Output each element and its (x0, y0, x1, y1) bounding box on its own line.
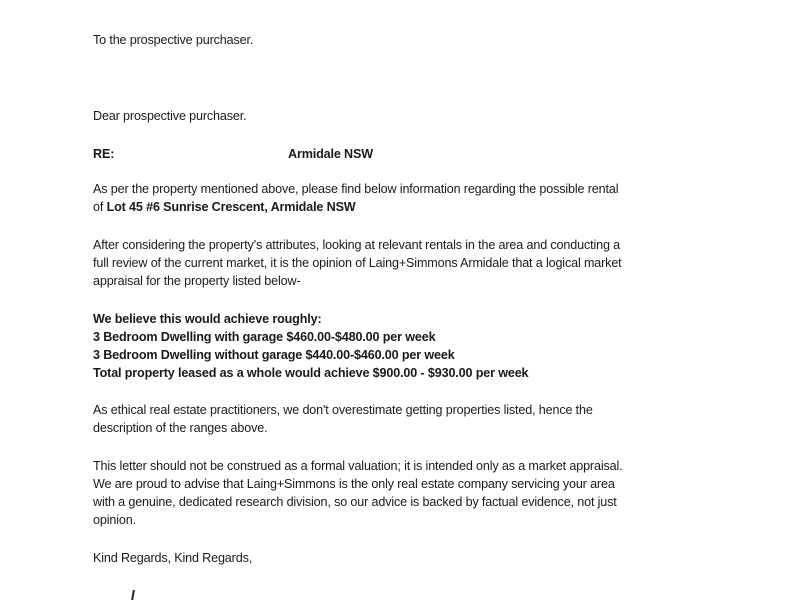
closing: Kind Regards, Kind Regards, (93, 551, 253, 565)
appraisal-item: 3 Bedroom Dwelling without garage $440.00-$460.00 per week (93, 348, 455, 362)
disclaimer-line-2: We are proud to advise that Laing+Simmons is the only real estate company servicing your area (93, 477, 615, 491)
appraisal-heading: We believe this would achieve roughly: (93, 312, 322, 326)
appraisal-item: 3 Bedroom Dwelling with garage $460.00-$480.00 per week (93, 330, 436, 344)
considering-line-1: After considering the property's attributes, looking at relevant rentals in the area and conducting a (93, 238, 621, 252)
disclaimer-line-3: with a genuine, dedicated research division, so our advice is backed by factual evidence, not just (93, 495, 617, 509)
re-label: RE: (93, 147, 115, 161)
signature-stroke (131, 590, 139, 600)
intro-line-1: As per the property mentioned above, please find below information regarding the possible rental (93, 182, 619, 196)
disclaimer-line-4: opinion. (93, 513, 136, 527)
salutation: Dear prospective purchaser. (93, 109, 247, 123)
intro-line-2 (93, 198, 356, 216)
ethical-line-1: As ethical real estate practitioners, we don't overestimate getting properties listed, hence the (93, 403, 593, 417)
property-address: Lot 45 #6 Sunrise Crescent, Armidale NSW (106, 200, 356, 214)
considering-line-2: full review of the current market, it is the opinion of Laing+Simmons Armidale that a logical market (93, 256, 622, 270)
considering-line-3: appraisal for the property listed below- (93, 274, 301, 288)
disclaimer-line-1: This letter should not be construed as a formal valuation; it is intended only as a market appraisal. (93, 459, 623, 473)
intro-prefix: of (93, 200, 107, 214)
appraisal-item: Total property leased as a whole would achieve $900.00 - $930.00 per week (93, 366, 529, 380)
addressee: To the prospective purchaser. (93, 33, 254, 47)
ethical-line-2: description of the ranges above. (93, 421, 268, 435)
re-value: Armidale NSW (288, 147, 373, 161)
